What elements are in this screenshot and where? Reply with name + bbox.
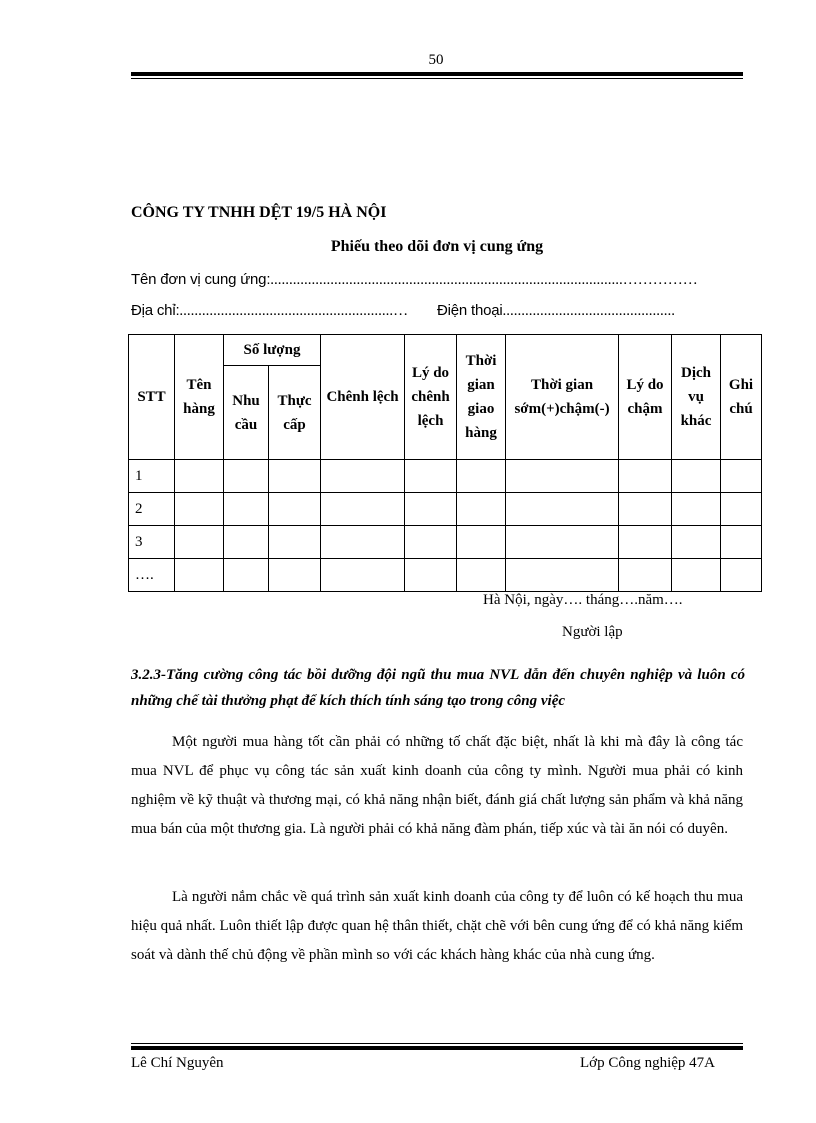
phone-label: Điện thoại [437,302,503,319]
header-thuc-cap: Thực cấp [269,366,321,460]
footer-class: Lớp Công nghiệp 47A [580,1055,716,1071]
address-dots: .........................................................… [179,303,409,319]
address-label: Địa chỉ: [131,302,180,319]
header-rule-thick [131,72,743,76]
supplier-tracking-table [128,334,762,592]
signature-person: Người lập [562,624,623,640]
supplier-field [131,271,698,289]
row-number: 2 [129,493,175,526]
paragraph-2: Là người nắm chắc về quá trình sản xuất kinh doanh của công ty để luôn có kế hoạch thu mua hiệu quả nhất. Luôn thiết lập được quan hệ thân thiết, chặt chẽ với bên cung ứng để có khả năng kiểm soát và dành thế chủ động về phần mình so với các khách hàng khác của nhà cung ứng. [131,889,743,963]
row-number: …. [129,559,175,592]
paragraph-1: Một người mua hàng tốt cần phải có những tố chất đặc biệt, nhất là khi mà đây là công tác mua NVL để phục vụ công tác sản xuất kinh doanh của công ty mình. Người mua phải có kinh nghiệm về kỹ thuật và thương mại, có khả năng nhận biết, đánh giá chất lượng sản phẩm và khả năng mua bán của một thương gia. Là người phải có khả năng đàm phán, tiếp xúc và tài ăn nói có duyên. [131,734,743,837]
footer-author: Lê Chí Nguyên [131,1055,224,1071]
header-so-luong: Số lượng [224,335,321,366]
section-heading: 3.2.3-Tăng cường công tác bồi dưỡng đội ngũ thu mua NVL dẫn đến chuyên nghiệp và luôn có những chế tài thưởng phạt để kích thích tính sáng tạo trong công việc [131,667,745,709]
phone-dots: .............................................. [502,303,676,319]
table-row [129,526,762,559]
table-row [129,559,762,592]
header-rule-thin [131,78,743,79]
header-ly-do-cham: Lý do chậm [619,335,672,460]
address-field [131,302,408,320]
header-thoi-gian-giao-hang: Thời gian giao hàng [457,335,506,460]
form-title: Phiếu theo dõi đơn vị cung ứng [330,238,544,255]
table-row [129,493,762,526]
phone-field [437,302,675,320]
header-nhu-cau: Nhu cầu [224,366,269,460]
table-row [129,460,762,493]
header-thoi-gian-som-cham: Thời gian sớm(+)chậm(-) [506,335,619,460]
signature-date-line: Hà Nội, ngày…. tháng….năm…. [483,592,683,608]
row-number: 3 [129,526,175,559]
header-stt: STT [129,335,175,460]
supplier-dots: ..............................................................................................…………… [270,272,698,288]
footer-rule-thin [131,1043,743,1044]
header-ghi-chu: Ghi chú [721,335,762,460]
supplier-label: Tên đơn vị cung ứng: [131,271,271,288]
table-header-row-1 [129,335,762,366]
header-ly-do-chenh-lech: Lý do chênh lệch [405,335,457,460]
header-ten-hang: Tên hàng [175,335,224,460]
header-chenh-lech: Chênh lệch [321,335,405,460]
page-number: 50 [428,52,444,68]
header-dich-vu-khac: Dịch vụ khác [672,335,721,460]
footer-rule-thick [131,1046,743,1050]
row-number: 1 [129,460,175,493]
company-name: CÔNG TY TNHH DỆT 19/5 HÀ NỘI [131,204,387,221]
